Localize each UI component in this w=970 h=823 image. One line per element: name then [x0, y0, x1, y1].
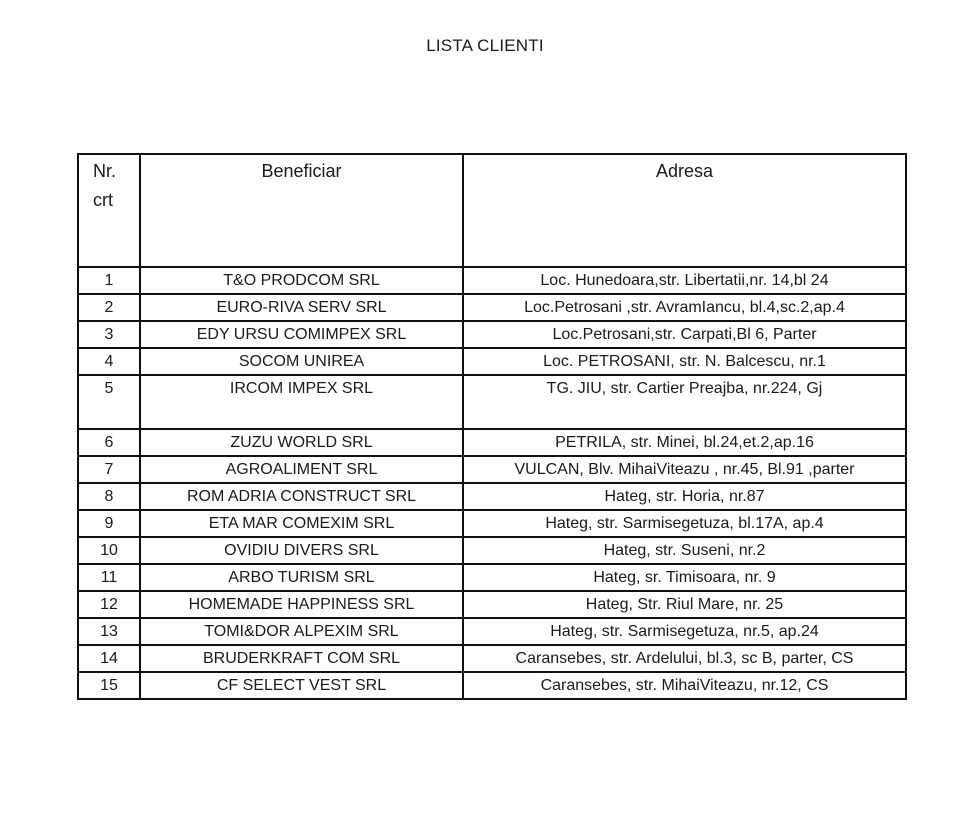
cell-adresa: Hateg, Str. Riul Mare, nr. 25: [463, 591, 906, 618]
cell-beneficiar: SOCOM UNIREA: [140, 348, 463, 375]
cell-adresa: TG. JIU, str. Cartier Preajba, nr.224, Gj: [463, 375, 906, 429]
cell-beneficiar: EURO-RIVA SERV SRL: [140, 294, 463, 321]
table-header-row: [78, 154, 906, 267]
cell-nr: 11: [78, 564, 140, 591]
cell-adresa: Loc.Petrosani,str. Carpati,Bl 6, Parter: [463, 321, 906, 348]
table-row: [78, 348, 906, 375]
cell-beneficiar: EDY URSU COMIMPEX SRL: [140, 321, 463, 348]
cell-nr: 8: [78, 483, 140, 510]
cell-nr: 4: [78, 348, 140, 375]
cell-nr: 3: [78, 321, 140, 348]
cell-nr: 5: [78, 375, 140, 429]
cell-nr: 15: [78, 672, 140, 699]
cell-beneficiar: IRCOM IMPEX SRL: [140, 375, 463, 429]
table-row: [78, 618, 906, 645]
cell-beneficiar: CF SELECT VEST SRL: [140, 672, 463, 699]
cell-adresa: Loc. PETROSANI, str. N. Balcescu, nr.1: [463, 348, 906, 375]
cell-nr: 14: [78, 645, 140, 672]
table-row: [78, 267, 906, 294]
cell-adresa: Hateg, str. Suseni, nr.2: [463, 537, 906, 564]
cell-adresa: Caransebes, str. MihaiViteazu, nr.12, CS: [463, 672, 906, 699]
cell-nr: 12: [78, 591, 140, 618]
cell-adresa: Loc.Petrosani ,str. AvramIancu, bl.4,sc.2,ap.4: [463, 294, 906, 321]
table-row: [78, 375, 906, 429]
table-row: [78, 456, 906, 483]
cell-beneficiar: ZUZU WORLD SRL: [140, 429, 463, 456]
cell-adresa: Hateg, str. Horia, nr.87: [463, 483, 906, 510]
table-row: [78, 429, 906, 456]
cell-nr: 9: [78, 510, 140, 537]
cell-beneficiar: OVIDIU DIVERS SRL: [140, 537, 463, 564]
cell-adresa: Hateg, str. Sarmisegetuza, nr.5, ap.24: [463, 618, 906, 645]
cell-beneficiar: BRUDERKRAFT COM SRL: [140, 645, 463, 672]
table-row: [78, 321, 906, 348]
cell-adresa: Loc. Hunedoara,str. Libertatii,nr. 14,bl 24: [463, 267, 906, 294]
cell-beneficiar: ARBO TURISM SRL: [140, 564, 463, 591]
cell-beneficiar: ROM ADRIA CONSTRUCT SRL: [140, 483, 463, 510]
clients-table: [77, 153, 907, 700]
cell-adresa: PETRILA, str. Minei, bl.24,et.2,ap.16: [463, 429, 906, 456]
table-row: [78, 645, 906, 672]
header-beneficiar: Beneficiar: [140, 154, 463, 267]
header-nr: Nr.: [93, 161, 117, 181]
header-crt: crt: [93, 190, 113, 210]
header-nr-crt: [78, 154, 140, 267]
cell-beneficiar: AGROALIMENT SRL: [140, 456, 463, 483]
cell-beneficiar: TOMI&DOR ALPEXIM SRL: [140, 618, 463, 645]
table-row: [78, 672, 906, 699]
cell-beneficiar: ETA MAR COMEXIM SRL: [140, 510, 463, 537]
cell-adresa: Hateg, str. Sarmisegetuza, bl.17A, ap.4: [463, 510, 906, 537]
cell-beneficiar: HOMEMADE HAPPINESS SRL: [140, 591, 463, 618]
table-row: [78, 591, 906, 618]
cell-nr: 6: [78, 429, 140, 456]
cell-nr: 1: [78, 267, 140, 294]
document-title: LISTA CLIENTI: [426, 36, 544, 55]
cell-nr: 10: [78, 537, 140, 564]
table-row: [78, 483, 906, 510]
cell-nr: 2: [78, 294, 140, 321]
table-row: [78, 294, 906, 321]
cell-adresa: Caransebes, str. Ardelului, bl.3, sc B, parter, CS: [463, 645, 906, 672]
header-adresa: Adresa: [463, 154, 906, 267]
table-row: [78, 510, 906, 537]
cell-nr: 7: [78, 456, 140, 483]
cell-nr: 13: [78, 618, 140, 645]
table-row: [78, 564, 906, 591]
cell-adresa: VULCAN, Blv. MihaiViteazu , nr.45, Bl.91 ,parter: [463, 456, 906, 483]
table-row: [78, 537, 906, 564]
cell-adresa: Hateg, sr. Timisoara, nr. 9: [463, 564, 906, 591]
cell-beneficiar: T&O PRODCOM SRL: [140, 267, 463, 294]
